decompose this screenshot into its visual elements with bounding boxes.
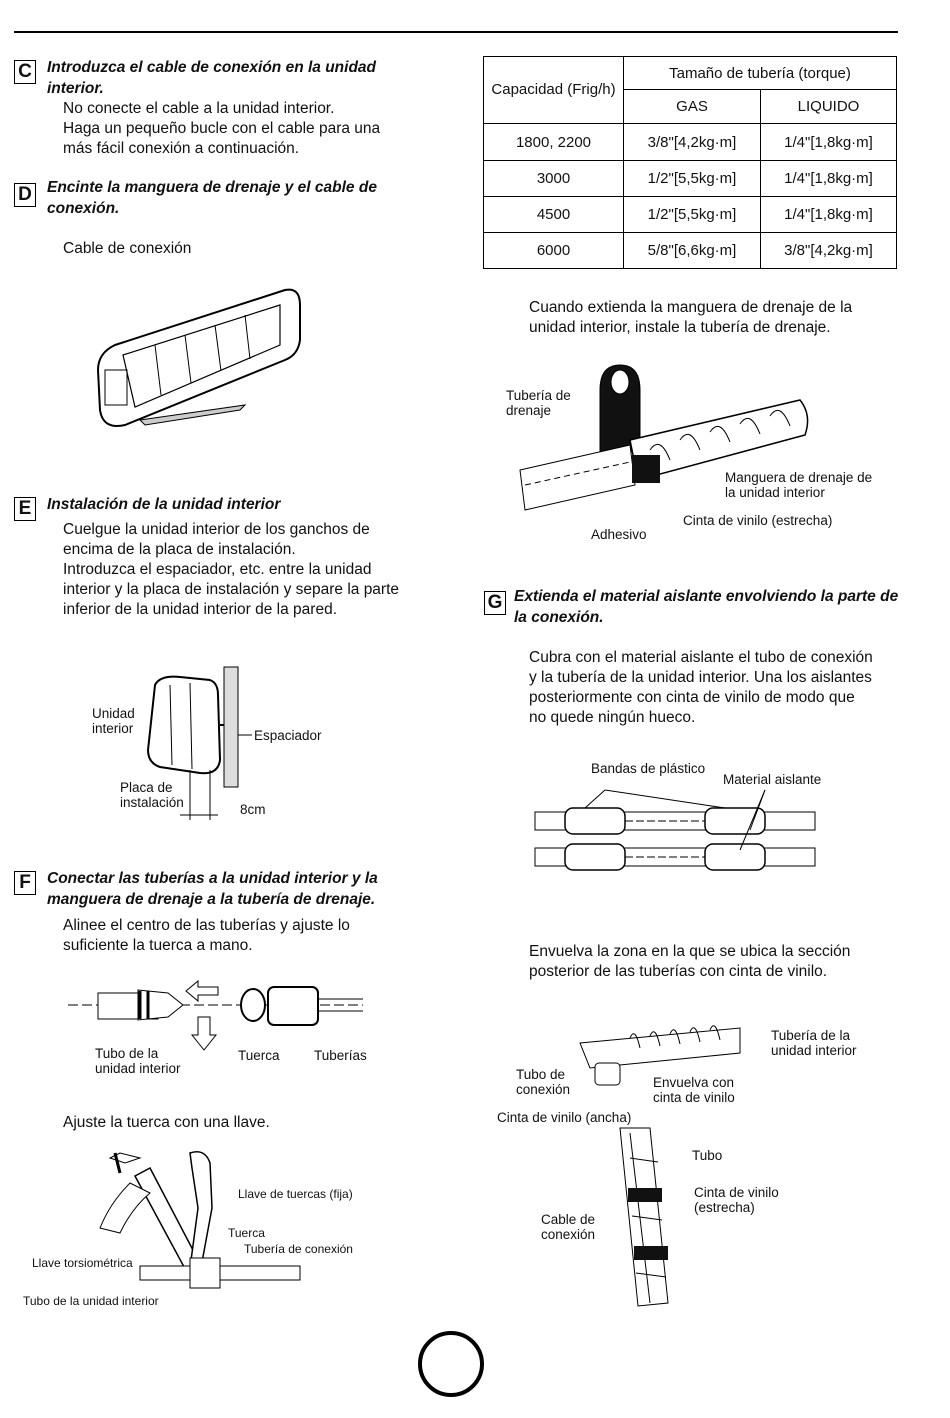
section-d-letter: D (14, 183, 36, 207)
label-tubo-unidad-2: Tubo de la unidad interior (23, 1294, 159, 1308)
section-g-title: Extienda el material aislante envolviendo la parte de la conexión. (514, 588, 899, 626)
section-d-title: Encinte la manguera de drenaje y el cable de conexión. (47, 179, 377, 217)
label-tubo-conexion: Tubo de conexión (516, 1067, 571, 1097)
taped-pipe-illustration (600, 1128, 680, 1308)
label-espaciador: Espaciador (254, 728, 322, 743)
label-tuerca: Tuerca (238, 1048, 280, 1063)
cell-liq: 1/4"[1,8kg·m] (761, 161, 897, 197)
section-e-line: inferior de la unidad interior de la pared. (63, 601, 338, 618)
insulation-illustration (525, 790, 815, 880)
section-c-line: Haga un pequeño bucle con el cable para una (63, 120, 381, 137)
drain-body (529, 298, 852, 338)
section-f-title: Conectar las tuberías a la unidad interior y la manguera de drenaje a la tubería de drenaje. (47, 870, 378, 908)
section-e-body (63, 520, 399, 620)
section-f-line: suficiente la tuerca a mano. (63, 937, 253, 954)
label-adhesivo: Adhesivo (591, 527, 647, 542)
header-gas: GAS (624, 90, 761, 124)
section-e-line: encima de la placa de instalación. (63, 541, 296, 558)
cell-liq: 1/4"[1,8kg·m] (761, 124, 897, 161)
section-g-line: posteriormente con cinta de vinilo de modo que (529, 689, 855, 706)
cell-liq: 1/4"[1,8kg·m] (761, 197, 897, 233)
indoor-unit-back-illustration (95, 285, 310, 435)
wrench-illustration (40, 1148, 300, 1298)
label-unidad: Unidad interior (92, 706, 135, 736)
header-liquido: LIQUIDO (761, 90, 897, 124)
table-row (484, 124, 897, 161)
section-f-letter: F (14, 871, 36, 895)
section-g-line2: posterior de las tuberías con cinta de vinilo. (529, 963, 828, 980)
cell-cap: 4500 (484, 197, 624, 233)
top-rule (14, 31, 898, 33)
section-c-body (63, 99, 380, 159)
label-cinta-estrecha: Cinta de vinilo (estrecha) (683, 513, 833, 528)
section-g-body (529, 648, 873, 728)
section-c-title: Introduzca el cable de conexión en la unidad interior. (47, 59, 377, 97)
header-capacidad: Capacidad (Frig/h) (484, 57, 624, 124)
drain-line: unidad interior, instale la tubería de drenaje. (529, 319, 831, 336)
label-manguera-drenaje: Manguera de drenaje de la unidad interior (725, 470, 873, 500)
label-bandas: Bandas de plástico (591, 761, 706, 776)
label-tubo-unidad: Tubo de la unidad interior (95, 1046, 181, 1076)
section-e-line: Introduzca el espaciador, etc. entre la unidad (63, 561, 372, 578)
section-c-line: más fácil conexión a continuación. (63, 140, 300, 157)
section-g-line2: Envuelva la zona en la que se ubica la sección (529, 943, 851, 960)
flare-nut-illustration (68, 975, 363, 1055)
cell-cap: 6000 (484, 233, 624, 269)
section-e-line: Cuelgue la unidad interior de los ganchos de (63, 521, 370, 538)
label-llave-fija: Llave de tuercas (fija) (238, 1187, 353, 1201)
cell-liq: 3/8"[4,2kg·m] (761, 233, 897, 269)
section-g-line: y la tubería de la unidad interior. Una los aislantes (529, 669, 872, 686)
cell-cap: 3000 (484, 161, 624, 197)
cell-cap: 1800, 2200 (484, 124, 624, 161)
header-tamano: Tamaño de tubería (torque) (624, 57, 897, 90)
label-cinta-ancha: Cinta de vinilo (ancha) (497, 1110, 632, 1125)
section-g-line: Cubra con el material aislante el tubo de conexión (529, 649, 873, 666)
section-e-letter: E (14, 497, 36, 521)
pipe-size-table (483, 56, 897, 269)
section-e-title: Instalación de la unidad interior (47, 496, 281, 513)
label-placa: Placa de instalación (120, 780, 184, 810)
label-tuberia-conexion: Tubería de conexión (244, 1242, 353, 1256)
label-8cm: 8cm (240, 802, 266, 817)
cable-label: Cable de conexión (63, 240, 192, 257)
drain-line: Cuando extienda la manguera de drenaje de la (529, 299, 853, 316)
label-cinta-estrecha-2: Cinta de vinilo (estrecha) (694, 1185, 779, 1215)
label-material: Material aislante (723, 772, 822, 787)
section-g-letter: G (484, 591, 506, 615)
section-g-line: no quede ningún hueco. (529, 709, 696, 726)
cell-gas: 3/8"[4,2kg·m] (624, 124, 761, 161)
cell-gas: 1/2"[5,5kg·m] (624, 197, 761, 233)
page-number-circle (418, 1331, 484, 1397)
label-tuberias: Tuberías (314, 1048, 367, 1063)
label-tuberia-unidad: Tubería de la unidad interior (771, 1028, 857, 1058)
section-e-line: interior y la placa de instalación y separe la parte (63, 581, 400, 598)
label-cable-conexion: Cable de conexión (541, 1212, 596, 1242)
section-g-body2 (529, 942, 850, 982)
label-envuelva: Envuelva con cinta de vinilo (653, 1075, 735, 1105)
section-f-line2: Ajuste la tuerca con una llave. (63, 1114, 270, 1131)
section-f-body (63, 916, 350, 956)
label-tuberia-drenaje: Tubería de drenaje (506, 388, 571, 418)
label-llave-torsiometrica: Llave torsiométrica (32, 1256, 133, 1270)
label-tubo: Tubo (692, 1148, 723, 1163)
table-row (484, 197, 897, 233)
section-f-line: Alinee el centro de las tuberías y ajuste lo (63, 917, 350, 934)
table-row (484, 233, 897, 269)
label-tuerca-2: Tuerca (228, 1226, 265, 1240)
cell-gas: 5/8"[6,6kg·m] (624, 233, 761, 269)
table-row (484, 161, 897, 197)
section-c-line: No conecte el cable a la unidad interior. (63, 100, 335, 117)
cell-gas: 1/2"[5,5kg·m] (624, 161, 761, 197)
section-c-letter: C (14, 60, 36, 84)
